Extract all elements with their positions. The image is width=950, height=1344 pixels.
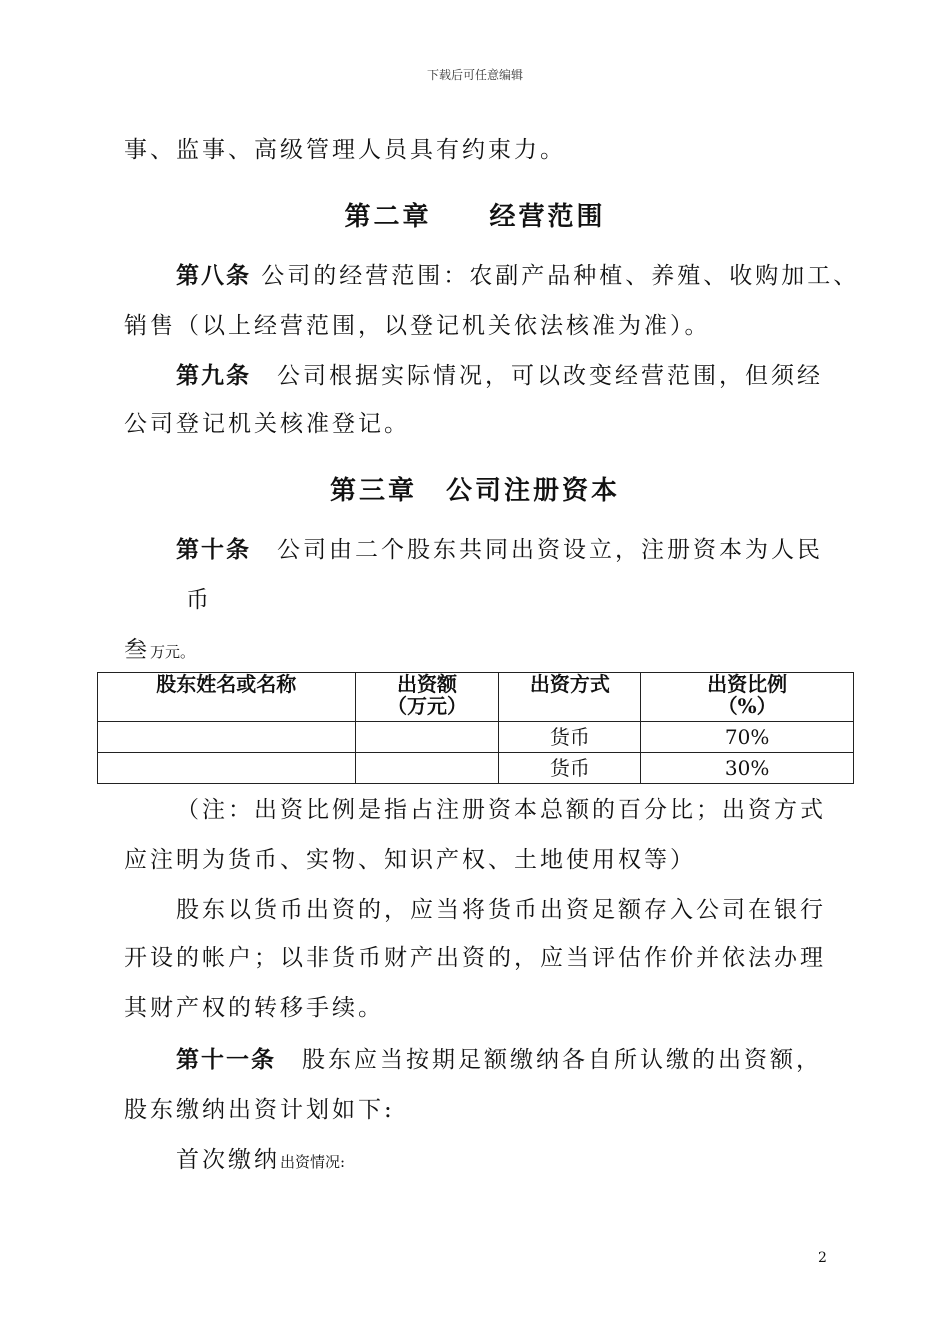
first-payment-line [176, 1146, 896, 1176]
capital-table [97, 672, 854, 784]
table-row [98, 753, 854, 784]
header-shareholder-name: 股东姓名或名称 [98, 673, 356, 722]
header-ratio-unit: （%） [717, 694, 777, 718]
article-8-line-2: 销售（以上经营范围，以登记机关依法核准为准）。 [124, 313, 711, 339]
table-row [98, 722, 854, 753]
cash-para-line-1: 股东以货币出资的，应当将货币出资足额存入公司在银行 [176, 897, 826, 923]
article-11-text-1: 股东应当按期足额缴纳各自所认缴的出资额， [276, 1047, 822, 1073]
header-method: 出资方式 [499, 673, 641, 722]
table-header-row [98, 673, 854, 722]
header-ratio [641, 673, 854, 722]
cash-para-line-2: 开设的帐户；以非货币财产出资的，应当评估作价并依法办理 [124, 945, 826, 971]
cash-para-line-3: 其财产权的转移手续。 [124, 995, 384, 1021]
cell-method: 货币 [499, 753, 641, 784]
article-8-label: 第八条 [176, 262, 251, 289]
header-amount-unit: （万元） [387, 694, 468, 718]
article-9-line-1 [176, 362, 896, 390]
cell-ratio: 70% [641, 722, 854, 753]
article-10-line-3 [124, 636, 844, 666]
cell-amount [355, 753, 499, 784]
capital-amount: 叁 [124, 637, 150, 663]
page-header: 下载后可任意编辑 [426, 68, 523, 82]
first-payment-small: 出资情况: [280, 1153, 346, 1171]
article-11-line-2: 股东缴纳出资计划如下: [124, 1097, 395, 1123]
header-amount [355, 673, 499, 722]
cell-method: 货币 [499, 722, 641, 753]
capital-unit: 万元。 [150, 643, 196, 661]
article-8-line-1 [176, 262, 896, 290]
page-number: 2 [818, 1250, 827, 1266]
article-10-line-1 [176, 536, 896, 564]
article-9-label: 第九条 [176, 362, 251, 389]
note-line-2: 应注明为货币、实物、知识产权、土地使用权等） [124, 847, 696, 873]
article-11-label: 第十一条 [176, 1046, 276, 1073]
chapter-3-title: 第三章 公司注册资本 [329, 476, 620, 506]
cell-ratio: 30% [641, 753, 854, 784]
article-9-line-2: 公司登记机关核准登记。 [124, 411, 410, 437]
first-payment-big: 首次缴纳 [176, 1147, 280, 1173]
cell-name [98, 722, 356, 753]
article-9-text-1: 公司根据实际情况，可以改变经营范围，但须经 [251, 363, 823, 389]
cell-name [98, 753, 356, 784]
header-ratio-label: 出资比例 [707, 672, 788, 696]
cell-amount [355, 722, 499, 753]
continuation-line: 事、监事、高级管理人员具有约束力。 [124, 137, 566, 163]
note-line-1: （注：出资比例是指占注册资本总额的百分比；出资方式 [176, 797, 826, 823]
article-10-text-1: 公司由二个股东共同出资设立，注册资本为人民 [251, 537, 823, 563]
chapter-2-title: 第二章 经营范围 [344, 202, 606, 232]
article-8-text-1: 公司的经营范围：农副产品种植、养殖、收购加工、 [251, 263, 860, 289]
article-10-line-2: 币 [186, 587, 212, 613]
article-11-line-1 [176, 1046, 896, 1074]
header-amount-label: 出资额 [397, 672, 458, 696]
article-10-label: 第十条 [176, 536, 251, 563]
